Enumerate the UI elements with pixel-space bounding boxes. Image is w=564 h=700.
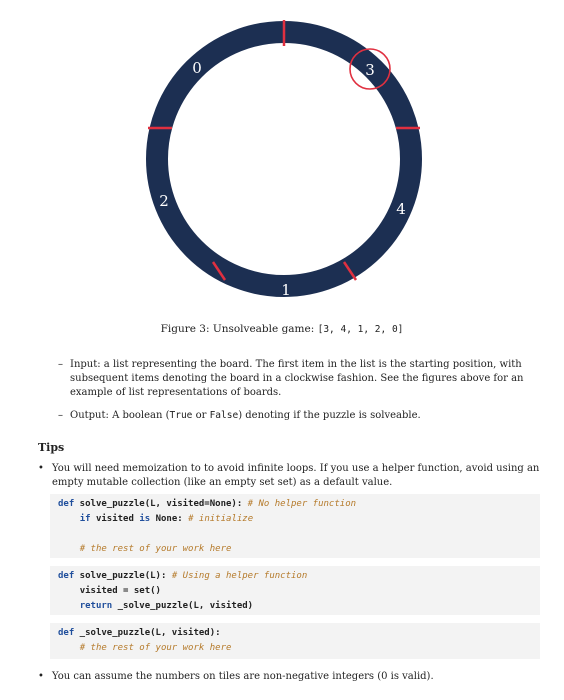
output-false: False	[209, 410, 239, 421]
tips-heading: Tips	[38, 441, 65, 454]
figure-caption	[0, 323, 564, 335]
output-or: or	[192, 410, 210, 421]
caption-code: [3, 4, 1, 2, 0]	[317, 324, 404, 335]
tip-nonnegative: • You can assume the numbers on tiles are non-negative integers (0 is valid).	[38, 671, 434, 682]
code-block-no-helper: def solve_puzzle(L, visited=None): # No helper function if visited is None: # initialize # the rest of your work here	[50, 494, 540, 558]
ring-figure	[0, 0, 564, 305]
input-text: Input: a list representing the board. The first item in the list is the starting position, with subsequent items denoting the board in a clockwise fashion. See the figures above for an example of list representations of boards.	[70, 359, 524, 398]
tip-text: You will need memoization to to avoid infinite loops. If you use a helper function, avoid using an empty mutable collection (like an empty set set) as a default value.	[52, 463, 540, 488]
caption-text: Figure 3: Unsolveable game:	[160, 323, 318, 335]
tip-text: You can assume the numbers on tiles are non-negative integers (0 is valid).	[52, 671, 434, 682]
output-true: True	[169, 410, 193, 421]
output-item: – Output: A boolean (True or False) denoting if the puzzle is solveable.	[58, 410, 421, 421]
code-block-helper-function: def _solve_puzzle(L, visited): # the rest of your work here	[50, 623, 540, 659]
tile-label: 3	[365, 61, 375, 79]
input-item: – Input: a list representing the board. The first item in the list is the starting position, with subsequent items denoting the board in a clockwise fashion. See the figures above for an example of list representations of boards.	[58, 359, 524, 398]
code-block-helper: def solve_puzzle(L): # Using a helper function visited = set() return _solve_puzzle(L, visited)	[50, 566, 540, 615]
tile-label: 0	[192, 59, 202, 77]
tile-label: 2	[159, 192, 169, 210]
tile-label: 1	[281, 281, 291, 299]
tip-memoization: • You will need memoization to to avoid infinite loops. If you use a helper function, avoid using an empty mutable collection (like an empty set set) as a default value.	[38, 463, 540, 488]
tile-label: 4	[396, 200, 406, 218]
output-suffix: ) denoting if the puzzle is solveable.	[238, 410, 421, 421]
output-prefix: Output: A boolean (	[70, 410, 170, 421]
